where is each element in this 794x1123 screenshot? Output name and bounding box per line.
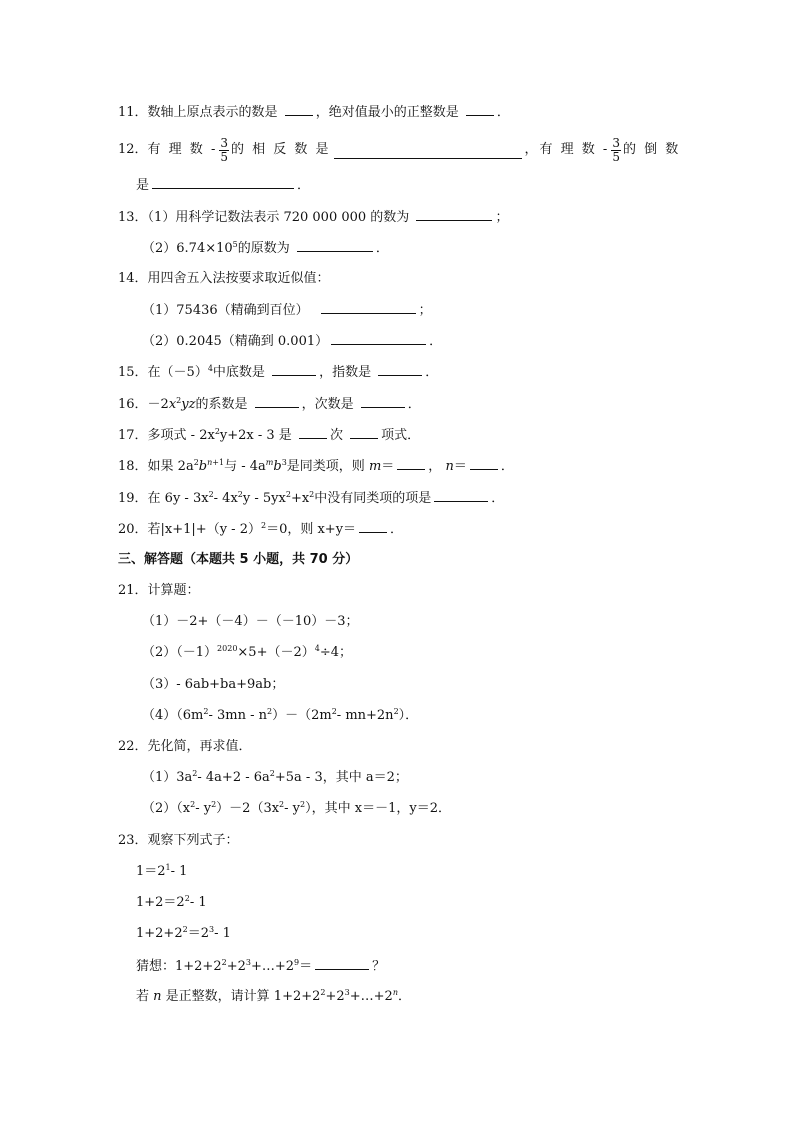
answer-blank[interactable]	[285, 104, 313, 116]
section-heading: 三、解答题（本题共 5 小题，共 70 分）	[118, 552, 359, 567]
answer-blank[interactable]	[315, 958, 369, 970]
question-13-2: $(2)6.74\times 10^5$的原数为 ．	[142, 240, 389, 256]
question-21: 21．计算题：	[118, 583, 200, 598]
question-23: 23．观察下列式子：	[118, 833, 239, 848]
question-22-2: $(2)(x^2-$ $y^2)-2(3x^2-$ $y^2$），其中 x＝－1，y＝2．	[142, 800, 451, 816]
question-12-cont: 是 ．	[136, 178, 311, 193]
answer-blank[interactable]	[321, 302, 416, 314]
question-15: 15．在$(-5)^4$中底数是 ，指数是 ．	[118, 364, 439, 380]
answer-blank[interactable]	[359, 521, 387, 533]
answer-blank[interactable]	[378, 364, 422, 376]
question-13-1: 13．（1）用科学记数法表示 720 000 000 的数为 ；	[118, 210, 509, 225]
guess-line: 猜想：$1+2+2^2+2^3+\dots+2^9=$ ？	[136, 958, 386, 974]
question-21-4: $(4)(6m^2-$ $3mn - n^2)-(2m^2-$ $mn+2n^2$）．	[142, 707, 419, 723]
pattern-row-1: $1=2^1-$ 1	[136, 863, 188, 879]
question-19: 19．在 $6y - 3x^2-$ $4x^2y - 5yx^2+x^2$中没有同类项的项是 ．	[118, 490, 505, 506]
question-20: 20．若|x+1|+（y - 2）$^2$＝0，则 x+y＝ ．	[118, 521, 404, 537]
question-21-3: （3）- 6ab+ba+9ab；	[142, 677, 285, 692]
question-22-1: $(1)3a^2-$ $4a+2 - 6a^2+5a - 3$，其中 a＝2；	[142, 769, 408, 785]
question-18: 18．如果 $2a^2b^{n+1}$与 - $4a^mb^3$是同类项，则 m＝ ， n＝ ．	[118, 458, 514, 474]
answer-blank[interactable]	[299, 427, 327, 439]
fraction: $\frac{3}{5}$	[220, 135, 228, 164]
answer-blank[interactable]	[470, 458, 498, 470]
answer-blank[interactable]	[334, 147, 522, 159]
answer-blank[interactable]	[466, 104, 494, 116]
question-17: 17．多项式 - $2x^2y+2x - 3$ 是 次 项式．	[118, 427, 421, 443]
question-22: 22．先化简，再求值．	[118, 739, 252, 754]
question-21-1: （1）－2+（－4）－（－10）－3；	[142, 614, 359, 629]
answer-blank[interactable]	[416, 209, 492, 221]
answer-blank[interactable]	[434, 490, 488, 502]
general-question: 若 n 是正整数，请计算 $1+2+2^2+2^3+\dots+2^n$．	[136, 988, 411, 1004]
fraction: $\frac{3}{5}$	[612, 135, 620, 164]
question-14-2: （2）0.2045（精确到 0.001） ．	[142, 334, 443, 349]
answer-blank[interactable]	[361, 396, 405, 408]
question-14: 14．用四舍五入法按要求取近似值：	[118, 271, 330, 286]
question-21-2: $(2)(-1)^{2020}\times 5+(-2)^4\div 4$；	[142, 644, 352, 660]
answer-blank[interactable]	[331, 333, 426, 345]
answer-blank[interactable]	[272, 364, 316, 376]
answer-blank[interactable]	[350, 427, 378, 439]
pattern-row-3: $1+2+2^2=2^3-$ 1	[136, 925, 231, 941]
pattern-row-2: $1+2=2^2-$ 1	[136, 894, 207, 910]
answer-blank[interactable]	[297, 240, 373, 252]
question-16: 16．$-2x^2yz$的系数是 ，次数是 ．	[118, 396, 421, 412]
answer-blank[interactable]	[255, 396, 299, 408]
answer-blank[interactable]	[397, 458, 425, 470]
question-14-1: （1）75436（精确到百位） ；	[142, 303, 432, 318]
question-11: 11．数轴上原点表示的数是 ，绝对值最小的正整数是 ．	[118, 105, 510, 120]
answer-blank[interactable]	[152, 177, 294, 189]
question-12: 12． 有 理 数 - $\frac{3}{5}$ 的 相 反 数 是 ，有 理 数 - $\frac{3}{5}$ 的 倒 数	[118, 135, 681, 164]
